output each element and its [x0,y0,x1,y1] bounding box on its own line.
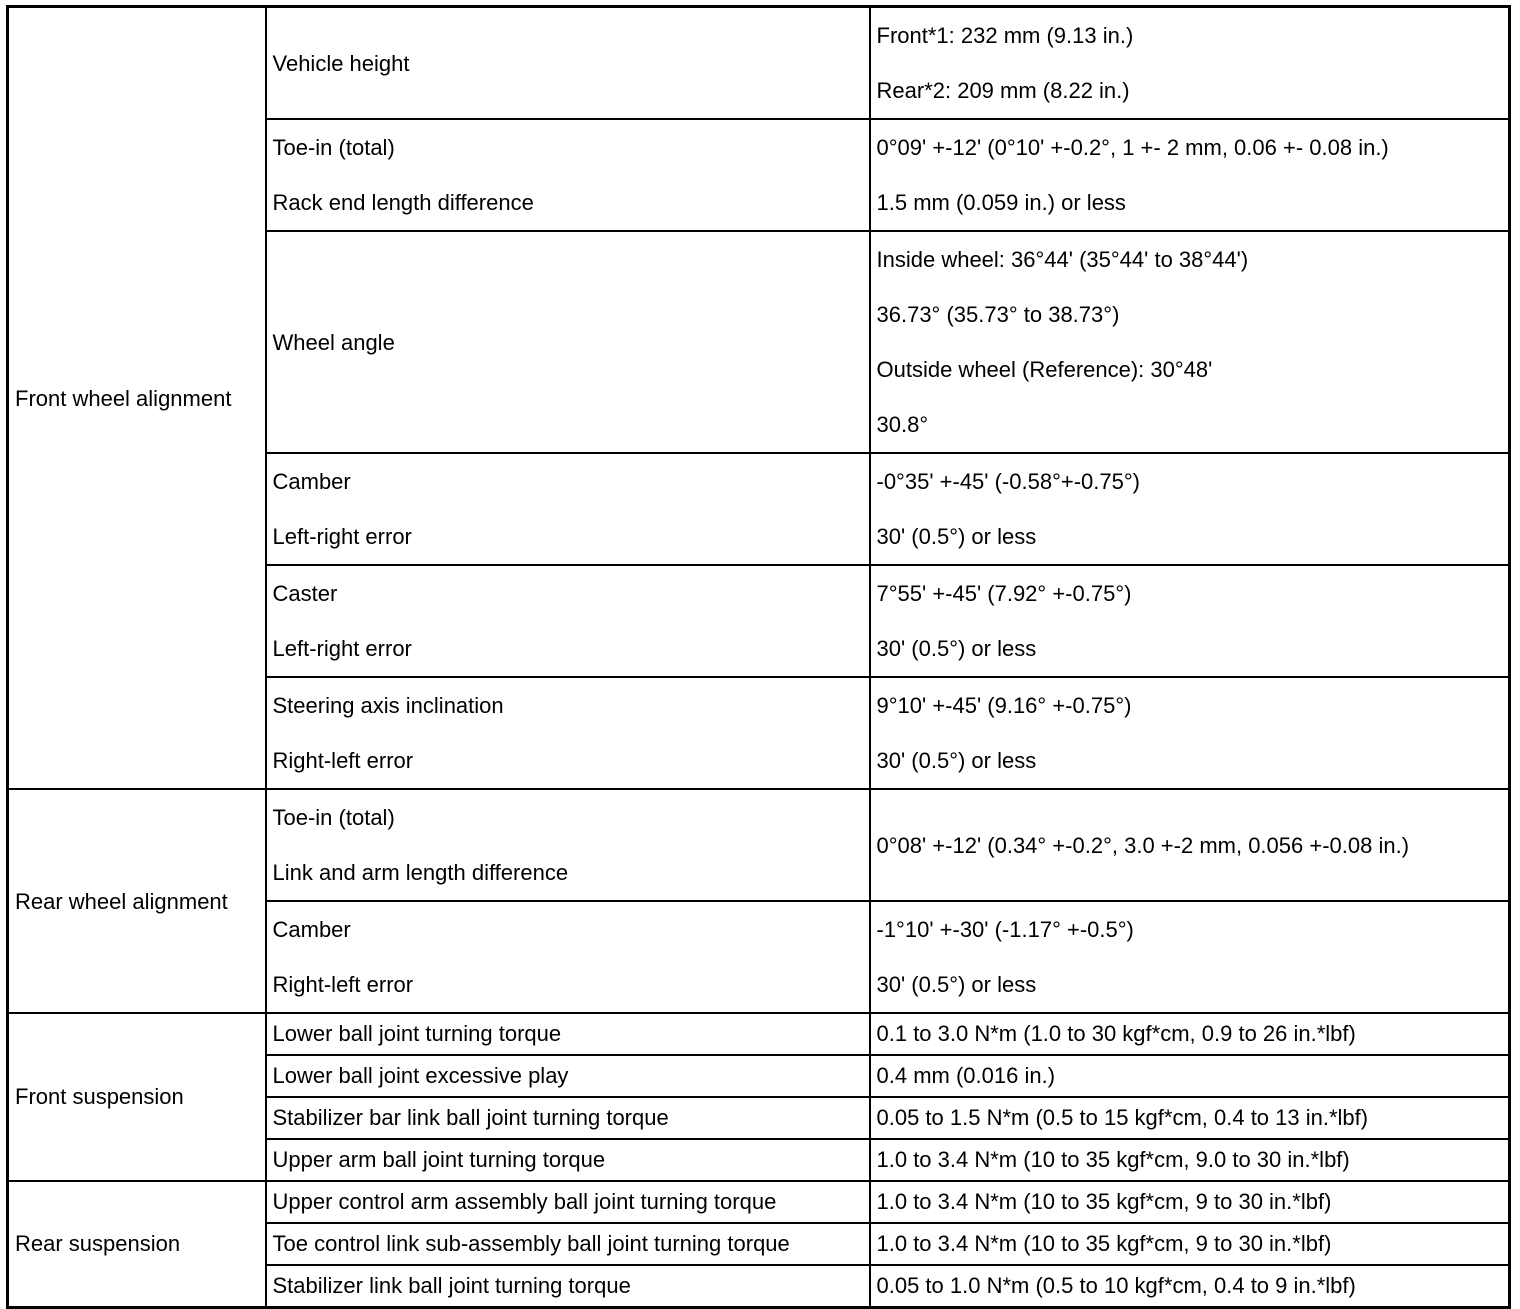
value-line: 30' (0.5°) or less [876,972,1037,997]
value-line: 0°08' +-12' (0.34° +-0.2°, 3.0 +-2 mm, 0.056 +-0.08 in.) [876,832,1410,858]
item-line: Camber [272,917,351,942]
spec-item: Stabilizer link ball joint turning torque [266,1265,870,1307]
spec-item [266,119,870,231]
section-label-rear-suspension: Rear suspension [8,1181,266,1307]
spec-item: Upper control arm assembly ball joint turning torque [266,1181,870,1223]
spec-value [870,789,1510,901]
value-line: 30' (0.5°) or less [876,636,1037,661]
value-line: 1.5 mm (0.059 in.) or less [876,190,1126,215]
spec-value [870,7,1510,120]
spec-item [266,789,870,901]
item-line: Link and arm length difference [272,860,569,885]
spec-item: Toe control link sub-assembly ball joint turning torque [266,1223,870,1265]
item-line: Right-left error [272,748,414,773]
item-line: Rack end length difference [272,190,534,215]
spec-item [266,565,870,677]
value-line: Rear*2: 209 mm (8.22 in.) [876,78,1130,103]
spec-item [266,901,870,1013]
spec-value [870,231,1510,453]
value-line: Inside wheel: 36°44' (35°44' to 38°44') [876,247,1249,272]
spec-item [266,231,870,453]
value-line: -0°35' +-45' (-0.58°+-0.75°) [876,469,1140,494]
item-line: Toe-in (total) [272,805,395,830]
value-line: 36.73° (35.73° to 38.73°) [876,302,1120,327]
item-line: Wheel angle [272,329,395,355]
item-line: Steering axis inclination [272,693,504,718]
value-line: Outside wheel (Reference): 30°48' [876,357,1213,382]
value-line: 30.8° [876,412,929,437]
item-line: Toe-in (total) [272,135,395,160]
section-label-rear-wheel-alignment: Rear wheel alignment [8,789,266,1013]
spec-item: Lower ball joint excessive play [266,1055,870,1097]
item-line: Left-right error [272,636,412,661]
spec-value: 0.05 to 1.0 N*m (0.5 to 10 kgf*cm, 0.4 to 9 in.*lbf) [870,1265,1510,1307]
spec-value: 0.4 mm (0.016 in.) [870,1055,1510,1097]
spec-item: Upper arm ball joint turning torque [266,1139,870,1181]
spec-value [870,901,1510,1013]
item-line: Caster [272,581,338,606]
spec-value: 0.05 to 1.5 N*m (0.5 to 15 kgf*cm, 0.4 to 13 in.*lbf) [870,1097,1510,1139]
value-line: 9°10' +-45' (9.16° +-0.75°) [876,693,1132,718]
value-line: 30' (0.5°) or less [876,748,1037,773]
spec-value [870,119,1510,231]
item-line: Vehicle height [272,50,410,76]
spec-value [870,453,1510,565]
spec-item: Stabilizer bar link ball joint turning torque [266,1097,870,1139]
value-line: 7°55' +-45' (7.92° +-0.75°) [876,581,1132,606]
value-line: Front*1: 232 mm (9.13 in.) [876,23,1134,48]
spec-value [870,677,1510,789]
item-line: Right-left error [272,972,414,997]
spec-item [266,453,870,565]
section-label-front-wheel-alignment: Front wheel alignment [8,7,266,790]
item-line: Camber [272,469,351,494]
item-line: Left-right error [272,524,412,549]
value-line: 30' (0.5°) or less [876,524,1037,549]
spec-item: Lower ball joint turning torque [266,1013,870,1055]
spec-value [870,565,1510,677]
spec-item [266,7,870,120]
spec-item [266,677,870,789]
section-label-front-suspension: Front suspension [8,1013,266,1181]
value-line: 0°09' +-12' (0°10' +-0.2°, 1 +- 2 mm, 0.06 +- 0.08 in.) [876,135,1389,160]
specification-table [6,5,1511,1309]
spec-value: 1.0 to 3.4 N*m (10 to 35 kgf*cm, 9 to 30 in.*lbf) [870,1223,1510,1265]
spec-value: 0.1 to 3.0 N*m (1.0 to 30 kgf*cm, 0.9 to 26 in.*lbf) [870,1013,1510,1055]
spec-value: 1.0 to 3.4 N*m (10 to 35 kgf*cm, 9 to 30 in.*lbf) [870,1181,1510,1223]
value-line: -1°10' +-30' (-1.17° +-0.5°) [876,917,1134,942]
spec-value: 1.0 to 3.4 N*m (10 to 35 kgf*cm, 9.0 to 30 in.*lbf) [870,1139,1510,1181]
